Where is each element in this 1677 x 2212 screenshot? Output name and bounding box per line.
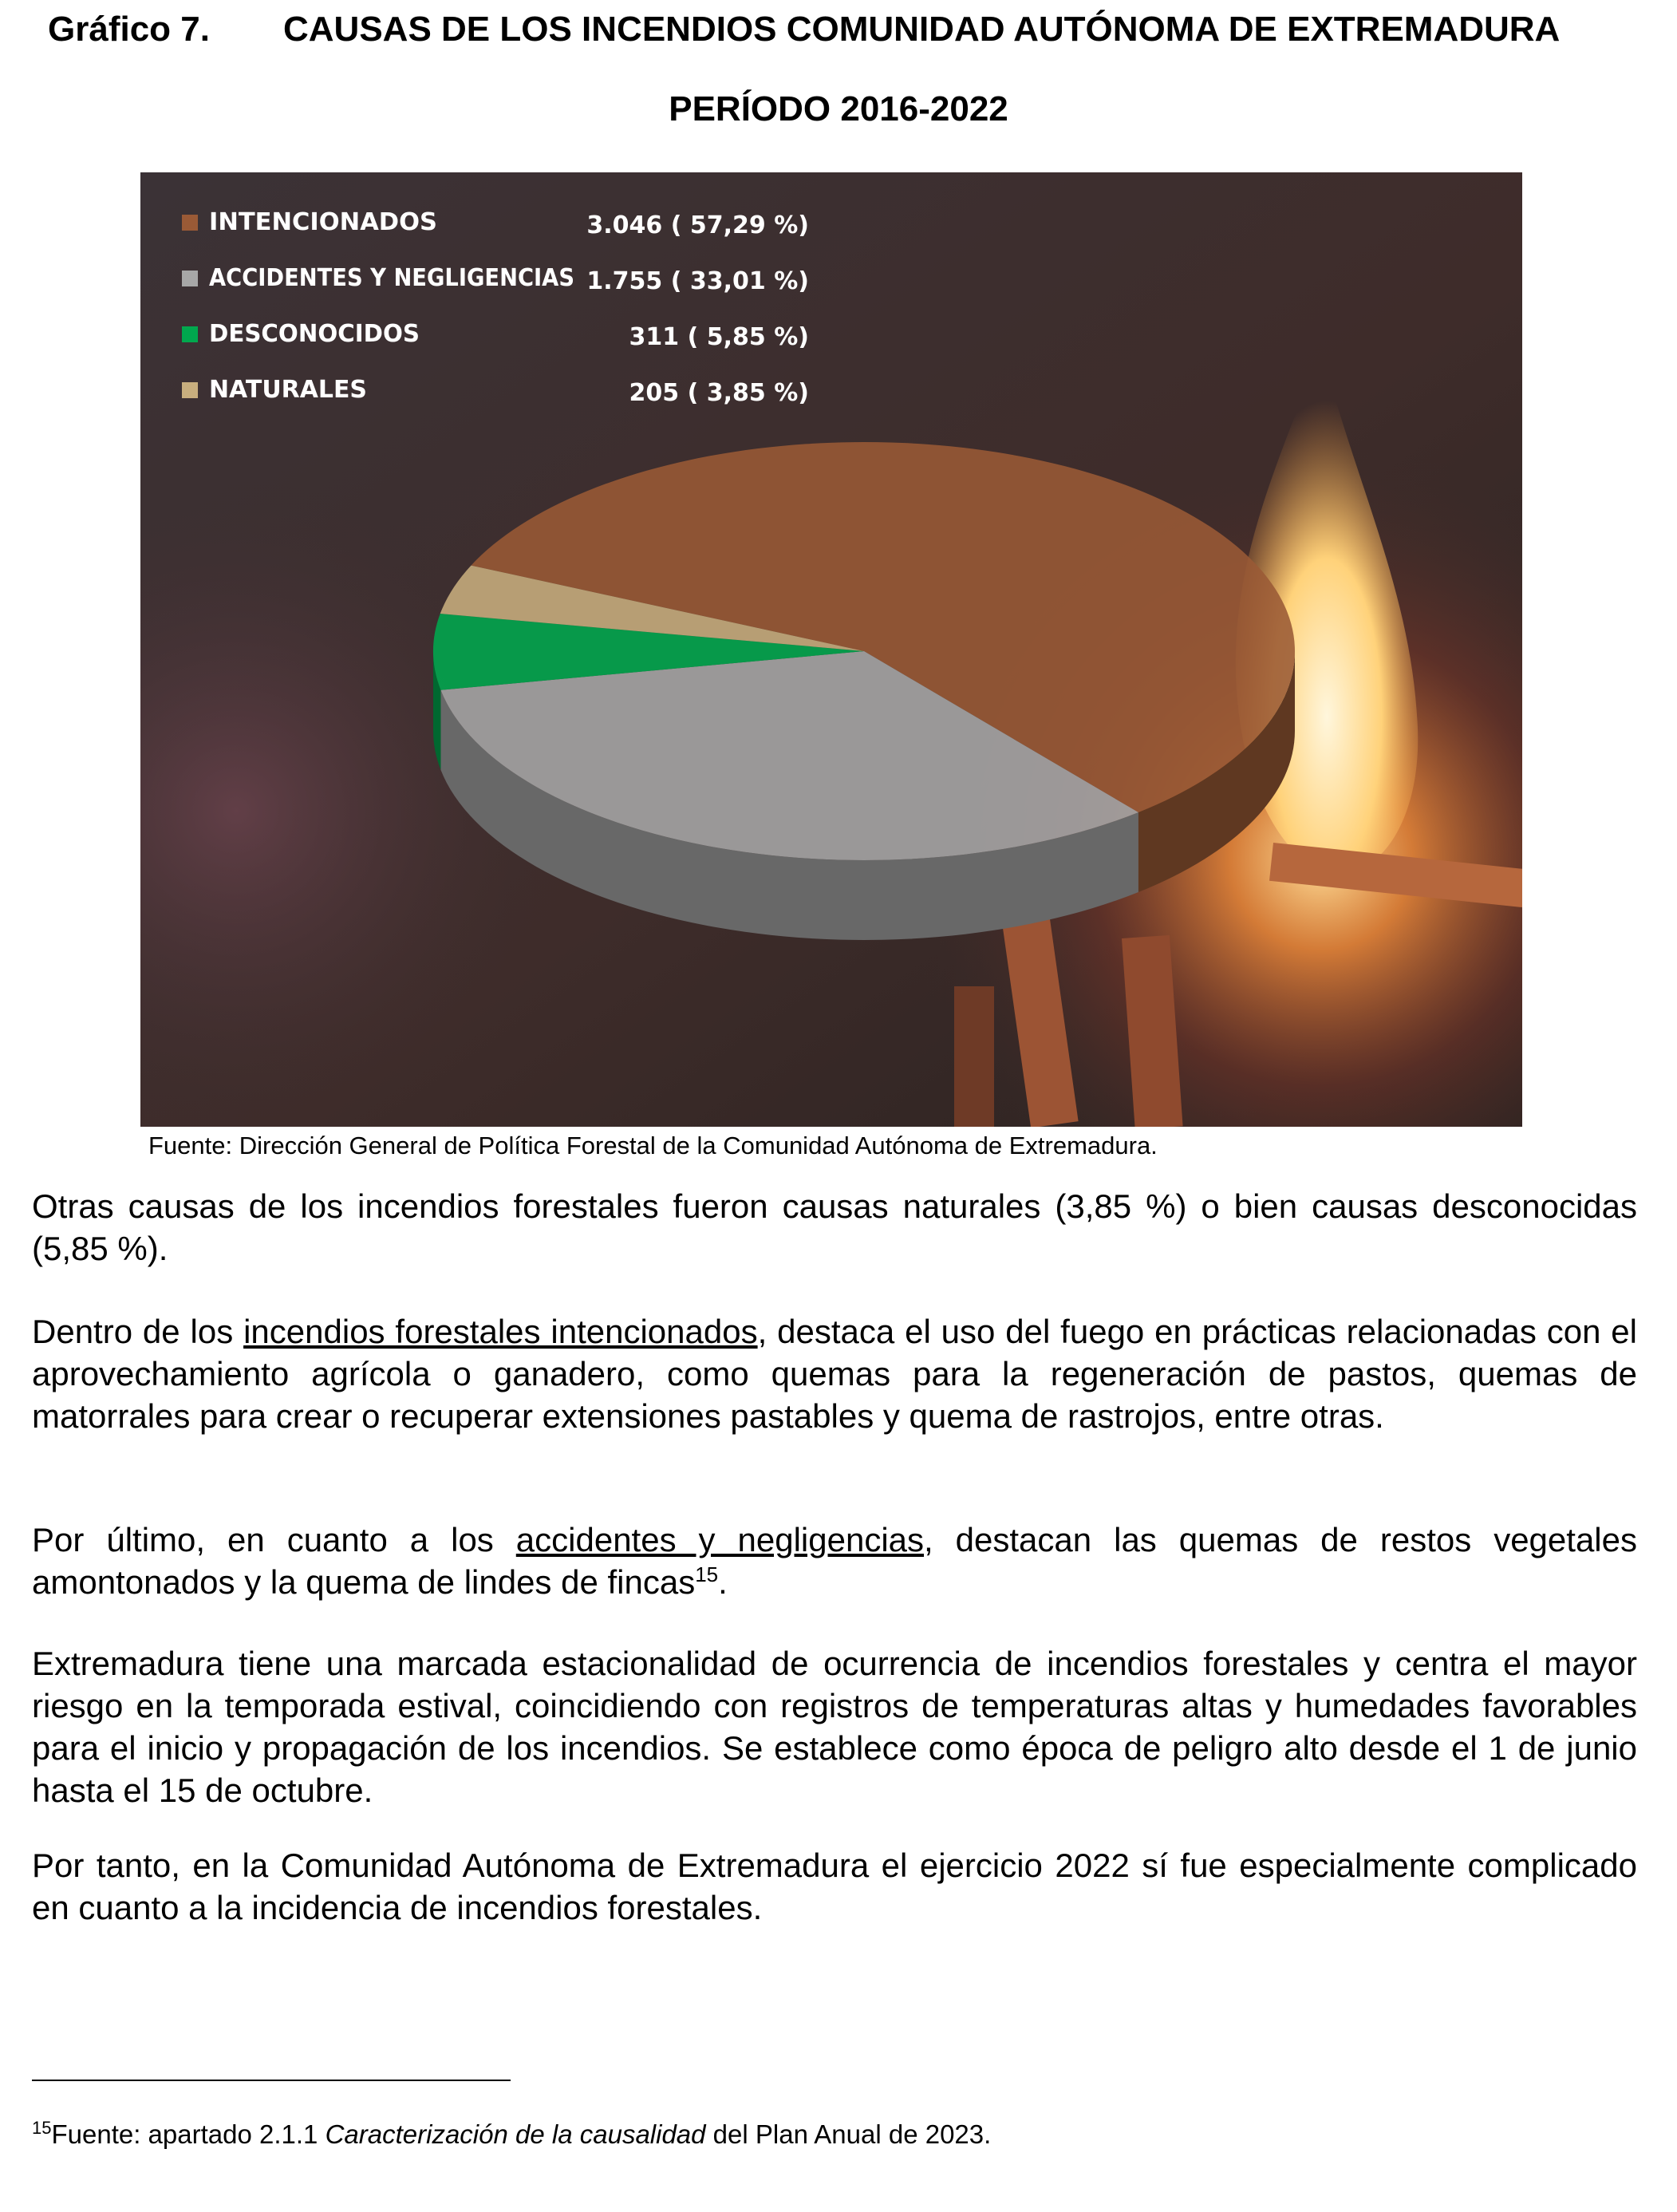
legend-value-intencionados: 3.046 ( 57,29 %) [586, 211, 809, 239]
footnote-pre: Fuente: apartado 2.1.1 [51, 2119, 326, 2149]
footnote-separator [32, 2080, 511, 2081]
pie-chart [140, 172, 1522, 1127]
p2-underlined: incendios forestales intencionados [243, 1313, 758, 1350]
p3-underlined: accidentes y negligencias [515, 1521, 925, 1558]
figure-source: Fuente: Dirección General de Política Forestal de la Comunidad Autónoma de Extremadura. [148, 1132, 1158, 1159]
p3-post: , destacan las quemas de restos vegetales amontonados y la quema de lindes de fincas [32, 1521, 1637, 1601]
legend-label-intencionados: INTENCIONADOS [209, 208, 437, 236]
legend-label-desconocidos: DESCONOCIDOS [209, 320, 420, 348]
paragraph-2 [32, 1310, 1637, 1437]
legend-swatch-desconocidos [182, 326, 198, 342]
footnote-post: del Plan Anual de 2023. [705, 2119, 992, 2149]
figure-number: Gráfico 7. [48, 10, 210, 49]
p2-pre: Dentro de los [32, 1313, 244, 1350]
match-stick [954, 986, 994, 1127]
paragraph-5: Por tanto, en la Comunidad Autónoma de Extremadura el ejercicio 2022 sí fue especialmente complicado en cuanto a la incidencia de incendios forestales. [32, 1847, 1637, 1926]
footnote-number: 15 [32, 2118, 52, 2138]
figure-title-row [48, 10, 1628, 57]
legend-swatch-intencionados [182, 215, 198, 231]
figure-subtitle: PERÍODO 2016-2022 [669, 89, 1008, 128]
legend-value-accidentes-y-negligencias: 1.755 ( 33,01 %) [586, 267, 809, 295]
legend-label-accidentes-y-negligencias: ACCIDENTES Y NEGLIGENCIAS [209, 264, 574, 292]
footnote-italic: Caracterización de la causalidad [325, 2119, 706, 2149]
legend-swatch-accidentes-y-negligencias [182, 271, 198, 286]
p3-pre: Por último, en cuanto a los [32, 1521, 516, 1558]
paragraph-3 [32, 1519, 1637, 1603]
paragraph-1: Otras causas de los incendios forestales fueron causas naturales (3,85 %) o bien causas desconocidas (5,85 %). [32, 1187, 1637, 1267]
footnote-reference[interactable]: 15 [695, 1562, 719, 1586]
legend-value-naturales: 205 ( 3,85 %) [629, 379, 809, 407]
paragraph-4: Extremadura tiene una marcada estacionalidad de ocurrencia de incendios forestales y centra el mayor riesgo en la temporada estival, coincidiendo con registros de temperaturas altas y humedades favorables para el inicio y propagación de los incendios. Se establece como época de peligro alto desde el 1 de junio hasta el 15 de octubre. [32, 1645, 1637, 1809]
legend-value-desconocidos: 311 ( 5,85 %) [629, 323, 809, 351]
footnote [32, 2119, 991, 2150]
p3-end: . [718, 1563, 728, 1601]
legend-label-naturales: NATURALES [209, 376, 367, 404]
figure-title: CAUSAS DE LOS INCENDIOS COMUNIDAD AUTÓNOMA DE EXTREMADURA [283, 10, 1561, 49]
pie-chart-svg [140, 172, 1522, 1127]
pie-tops [433, 442, 1295, 860]
legend-swatch-naturales [182, 382, 198, 398]
p2-post: , destaca el uso del fuego en prácticas relacionadas con el aprovechamiento agrícola o ganadero, como quemas para la regeneración de pastos, quemas de matorrales para crear o recuperar extensiones pastables y quema de rastrojos, entre otras. [32, 1313, 1637, 1435]
